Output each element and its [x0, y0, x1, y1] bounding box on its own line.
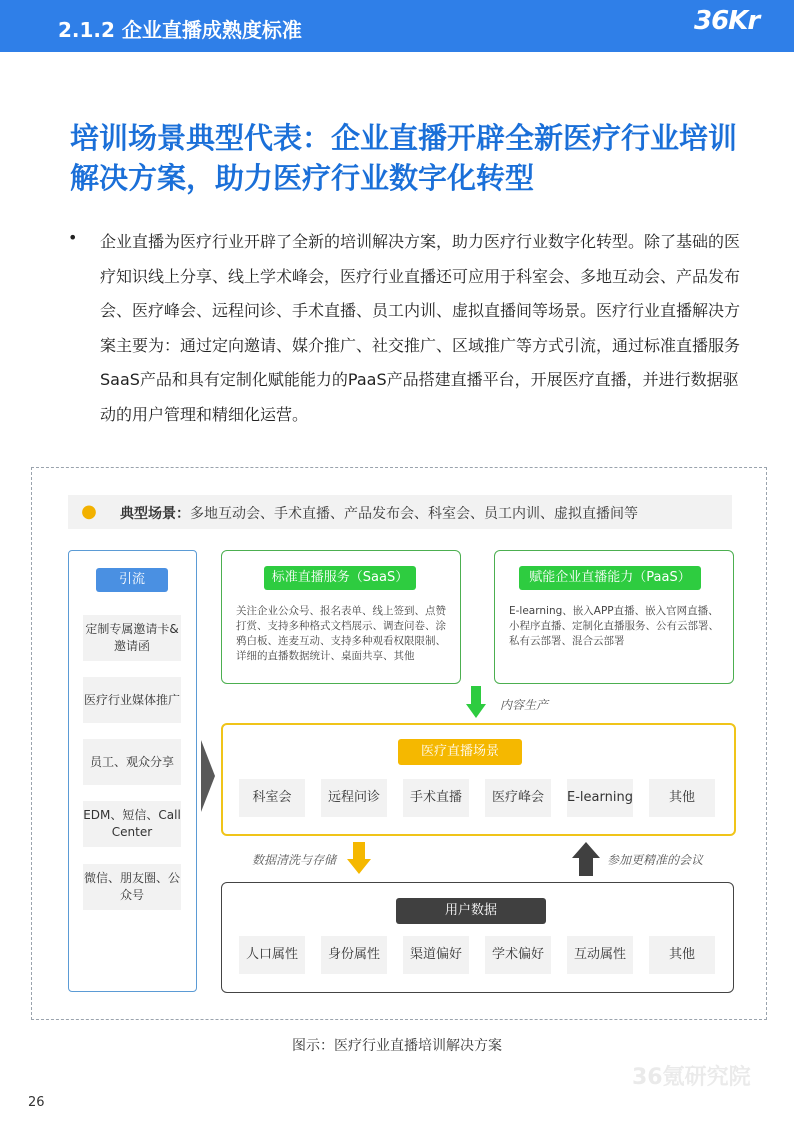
- scenes-title: 医疗直播场景: [398, 739, 522, 765]
- clean-note: 数据清洗与存储: [252, 853, 337, 867]
- user-data-chip: 人口属性: [239, 936, 305, 974]
- scene-chip: E-learning: [567, 779, 633, 817]
- traffic-title: 引流: [96, 568, 168, 592]
- user-data-chip: 其他: [649, 936, 715, 974]
- saas-text: 关注企业公众号、报名表单、线上签到、点赞打赏、支持多种格式文档展示、调查问卷、涂鸦白板、连麦互动、支持多种观看权限限制、详细的直播数据统计、桌面共享、其他: [236, 605, 446, 662]
- traffic-item: 微信、朋友圈、公众号: [83, 864, 181, 910]
- feedback-note: 参加更精准的会议: [607, 853, 704, 867]
- user-data-chip: 互动属性: [567, 936, 633, 974]
- traffic-item: EDM、短信、Call Center: [83, 801, 181, 847]
- flow-arrow-right: [201, 740, 215, 812]
- page-number: 26: [28, 1095, 45, 1110]
- traffic-panel: [68, 550, 197, 992]
- section-title: 2.1.2 企业直播成熟度标准: [58, 18, 302, 42]
- scenario-bar: [68, 495, 732, 529]
- up-arrow-icon: [572, 842, 600, 876]
- traffic-item: 定制专属邀请卡&邀请函: [83, 615, 181, 661]
- traffic-item: 员工、观众分享: [83, 739, 181, 785]
- watermark: 36氪研究院: [632, 1065, 751, 1090]
- figure-caption: 图示：医疗行业直播培训解决方案: [292, 1038, 502, 1054]
- scenario-label: 典型场景：: [120, 506, 190, 522]
- header-bar: [0, 0, 794, 52]
- scenario-list: 多地互动会、手术直播、产品发布会、科室会、员工内训、虚拟直播间等: [190, 506, 638, 522]
- user-data-chip: 渠道偏好: [403, 936, 469, 974]
- bullet-dot: •: [68, 228, 78, 247]
- lightbulb-icon: ●: [81, 501, 97, 522]
- scene-chip: 医疗峰会: [485, 779, 551, 817]
- paas-title: 赋能企业直播能力（PaaS）: [519, 566, 701, 590]
- traffic-item: 医疗行业媒体推广: [83, 677, 181, 723]
- user-data-chip: 学术偏好: [485, 936, 551, 974]
- scene-chip: 其他: [649, 779, 715, 817]
- user-data-title: 用户数据: [396, 898, 546, 924]
- down-arrow-icon: [347, 842, 371, 874]
- scene-chip: 科室会: [239, 779, 305, 817]
- down-arrow-icon: [466, 686, 486, 718]
- scene-chip: 手术直播: [403, 779, 469, 817]
- scenario-text: [120, 503, 638, 523]
- paas-text: E-learning、嵌入APP直播、嵌入官网直播、小程序直播、定制化直播服务、公有云部署、私有云部署、混合云部署: [509, 605, 719, 647]
- user-data-chip: 身份属性: [321, 936, 387, 974]
- body-paragraph: 企业直播为医疗行业开辟了全新的培训解决方案，助力医疗行业数字化转型。除了基础的医疗知识线上分享、线上学术峰会，医疗行业直播还可应用于科室会、多地互动会、产品发布会、医疗峰会、远程问诊、手术直播、员工内训、虚拟直播间等场景。医疗行业直播解决方案主要为：通过定向邀请、媒介推广、社交推广、区域推广等方式引流，通过标准直播服务SaaS产品和具有定制化赋能能力的PaaS产品搭建直播平台，开展医疗直播，并进行数据驱动的用户管理和精细化运营。: [100, 232, 741, 424]
- brand-logo: 36Kr: [694, 6, 760, 36]
- content-note: 内容生产: [500, 698, 549, 712]
- page-title: 培训场景典型代表：企业直播开辟全新医疗行业培训解决方案，助力医疗行业数字化转型: [70, 121, 738, 195]
- saas-title: 标准直播服务（SaaS）: [264, 566, 416, 590]
- scene-chip: 远程问诊: [321, 779, 387, 817]
